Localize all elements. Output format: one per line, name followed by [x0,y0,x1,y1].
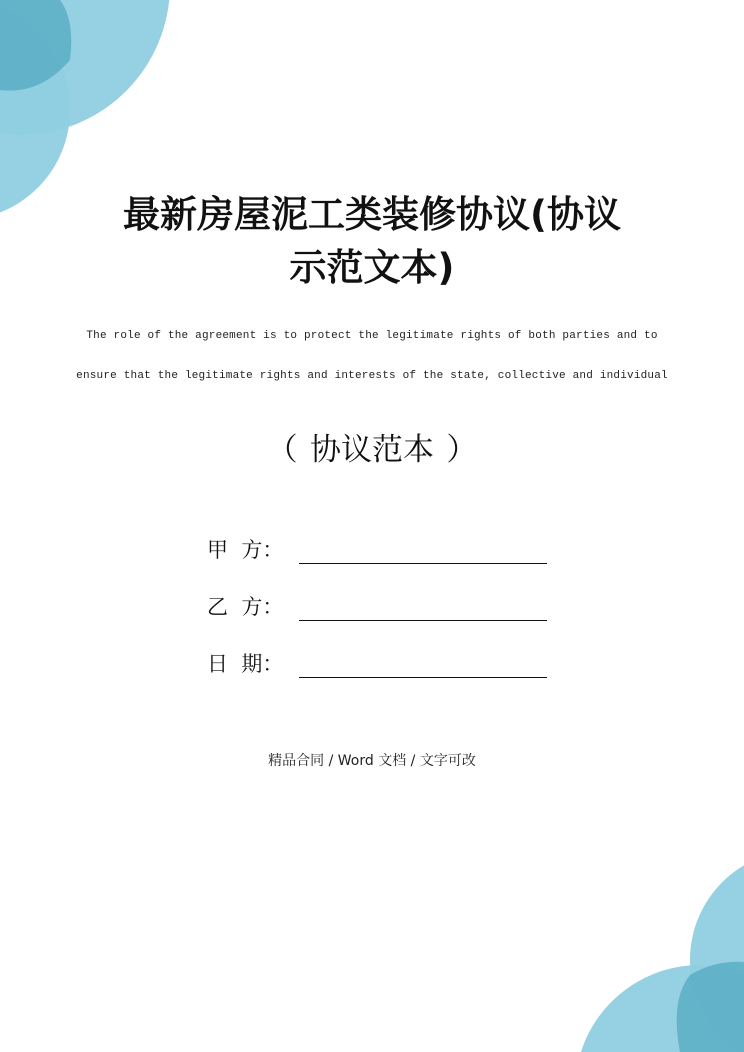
sample-heading [0,424,744,469]
document-title-line-1: 最新房屋泥工类装修协议(协议 [123,193,621,236]
sample-label: 协议范本 [310,432,434,468]
date-label: 日 期： [207,652,284,676]
footer-note: 精品合同 / Word 文档 / 文字可改 [268,753,476,769]
document-title-line-2: 示范文本) [289,246,455,289]
date-blank-line[interactable] [299,655,547,678]
party-a-label: 甲 方： [207,538,284,562]
party-b-label: 乙 方： [207,595,284,619]
party-b-blank-line[interactable] [299,598,547,621]
sample-close-paren: ） [446,432,478,468]
party-a-blank-line[interactable] [299,541,547,564]
subtitle-line-1: The role of the agreement is to protect the legitimate rights of both parties and to [86,330,658,342]
party-a-field [207,534,547,564]
party-b-field [207,591,547,621]
date-field [207,648,547,678]
sample-open-paren: （ [266,432,298,468]
subtitle-line-2: ensure that the legitimate rights and interests of the state, collective and individual [76,370,668,382]
